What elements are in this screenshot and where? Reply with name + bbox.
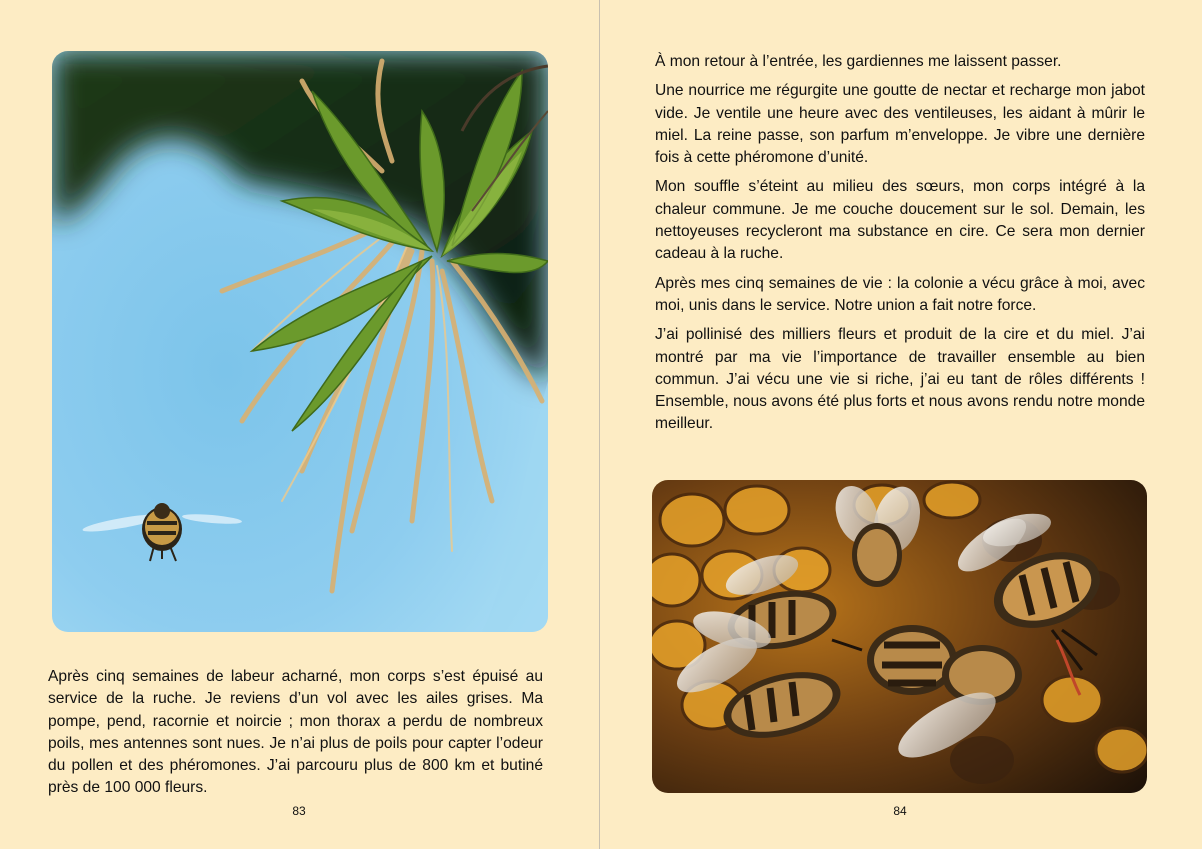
right-page-text <box>655 51 1145 443</box>
bees-honeycomb-illustration <box>652 480 1147 793</box>
right-page <box>600 0 1202 849</box>
left-page-text <box>48 666 543 807</box>
right-paragraph-4: Après mes cinq semaines de vie : la colonie a vécu grâce à moi, avec moi, unis dans le service. Notre union a fait notre force. <box>655 274 1145 314</box>
right-paragraph-5: J’ai pollinisé des milliers fleurs et produit de la cire et du miel. J’ai montré par ma vie l’importance de travailler ensemble au bien commun. J’ai vécu une vie si riche, j’ai eu tant de rôles différents ! Ensemble, nous avons été plus forts et nous avons rendu notre monde meilleur. <box>655 326 1145 433</box>
bees-honeycomb-photo <box>652 480 1147 793</box>
bee-chestnut-illustration <box>52 51 548 632</box>
page-number-left: 83 <box>292 804 306 818</box>
left-page <box>0 0 600 849</box>
right-paragraph-3: Mon souffle s’éteint au milieu des sœurs, mon corps intégré à la chaleur commune. Je me couche doucement sur le sol. Demain, les nettoyeuses recycleront ma substance en cire. Ce sera mon dernier cadeau à la ruche. <box>655 178 1145 263</box>
page-number-right: 84 <box>893 804 907 818</box>
left-paragraph-1: Après cinq semaines de labeur acharné, mon corps s’est épuisé au service de la ruche. Je reviens d’un vol avec les ailes grises. Ma pompe, pend, racornie et noircie ; mon thorax a perdu de nombreux poils, mes antennes sont nues. Je n’ai plus de poils pour capter l’odeur du pollen et des phéromones. J’ai parcouru plus de 800 km et butiné près de 100 000 fleurs. <box>48 668 543 797</box>
right-paragraph-1: À mon retour à l’entrée, les gardiennes me laissent passer. <box>655 53 1062 70</box>
right-paragraph-2: Une nourrice me régurgite une goutte de nectar et recharge mon jabot vide. Je ventile une heure avec des ventileuses, les aidant à mûrir le miel. La reine passe, son parfum m’enveloppe. Je vibre une dernière fois à cette phéromone d’unité. <box>655 82 1145 167</box>
bee-chestnut-photo <box>52 51 548 632</box>
